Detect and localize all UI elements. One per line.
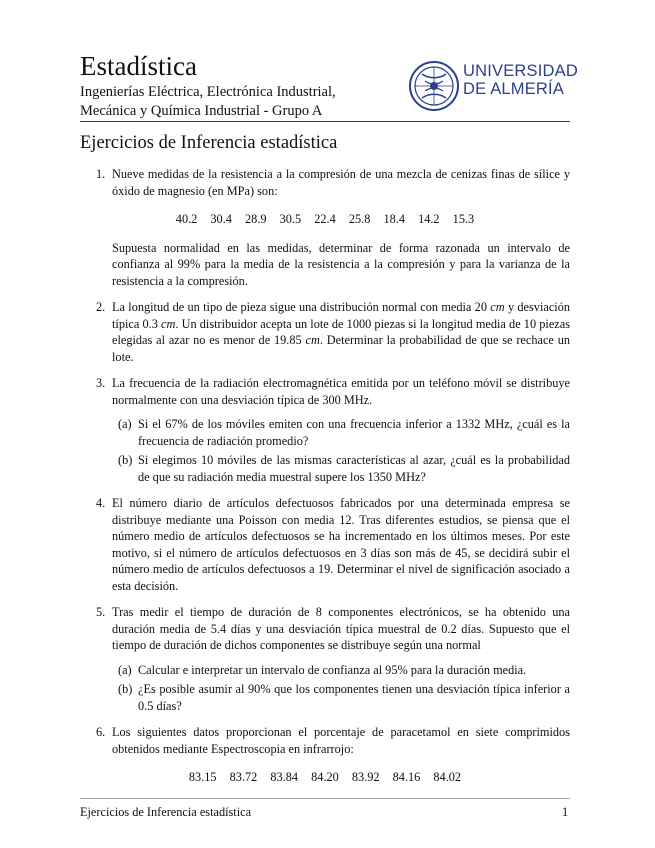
logo-line-1: UNIVERSIDAD [463, 62, 578, 80]
subtitle-line-1: Ingenierías Eléctrica, Electrónica Industrial, [80, 84, 336, 100]
data-value: 84.20 [311, 770, 339, 784]
exercise-number: 1. [96, 167, 106, 181]
data-value: 22.4 [314, 212, 336, 226]
university-logo [409, 61, 578, 111]
exercise-number: 2. [96, 300, 106, 314]
section-title: Ejercicios de Inferencia estadística [80, 133, 338, 153]
exercise-list [80, 166, 570, 798]
data-value: 40.2 [175, 212, 198, 226]
exercise-text: Tras medir el tiempo de duración de 8 componentes electrónicos, se ha obtenido una duración media de 5.4 días y una desviación típica muestral de 0.2 días. Supuesto que el tiempo de duración de dichos componentes se distribuye según una normal [112, 605, 570, 652]
header-divider [80, 121, 570, 122]
data-values [80, 211, 570, 228]
data-value: 25.8 [348, 212, 371, 226]
exercise-1 [80, 166, 570, 289]
footer-divider [80, 798, 570, 799]
sub-question-b [112, 452, 570, 485]
course-title: Estadística [80, 51, 197, 81]
exercise-6 [80, 724, 570, 786]
data-value: 28.9 [245, 212, 267, 226]
sub-text: Si elegimos 10 móviles de las mismas características al azar, ¿cuál es la probabilidad de que su radiación media muestral supere los 1350 MHz? [138, 453, 570, 484]
text-part: y desviación típica 0.3 [112, 300, 570, 331]
exercise-2 [80, 299, 570, 365]
text-part: . Determinar la probabilidad de que se rechace un lote. [112, 333, 570, 364]
text-part: . Un distribuidor acepta un lote de 1000 piezas si la longitud media de 10 piezas elegidas al azar no es menor de 19.85 [112, 316, 570, 347]
data-value: 83.15 [188, 770, 217, 784]
unit: cm [161, 316, 176, 331]
data-value: 83.84 [270, 770, 299, 784]
text-part: La longitud de un tipo de pieza sigue una distribución normal con media 20 [112, 300, 491, 314]
sub-text: Calcular e interpretar un intervalo de confianza al 95% para la duración media. [138, 662, 527, 677]
data-values [80, 769, 570, 786]
data-value: 18.4 [383, 212, 405, 226]
unit: cm [490, 300, 505, 314]
exercise-5 [80, 604, 570, 714]
exercise-text: Los siguientes datos proporcionan el porcentaje de paracetamol en siete comprimidos obtenidos mediante Espectroscopia en infrarrojo: [112, 725, 570, 756]
exercise-number: 6. [96, 725, 106, 739]
exercise-3 [80, 375, 570, 485]
subtitle-line-2: Mecánica y Química Industrial - Grupo A [80, 103, 323, 119]
data-value: 30.5 [279, 212, 302, 226]
exercise-4 [80, 495, 570, 594]
exercise-text: Nueve medidas de la resistencia a la compresión de una mezcla de cenizas finas de sílice y óxido de magnesio (en MPa) son: [112, 167, 570, 198]
exercise-number: 4. [96, 496, 106, 510]
sub-label: (a) [118, 662, 132, 677]
logo-line-2: DE ALMERÍA [463, 80, 565, 98]
data-value: 83.92 [351, 770, 380, 784]
sub-label: (b) [118, 682, 133, 696]
exercise-number: 3. [96, 376, 106, 390]
exercise-text [112, 299, 570, 365]
data-value: 30.4 [210, 212, 232, 226]
sub-label: (b) [118, 453, 133, 467]
page-number: 1 [562, 805, 569, 819]
university-name [463, 62, 578, 98]
sub-text: ¿Es posible asumir al 90% que los componentes tienen una desviación típica inferior a 0.5 días? [138, 682, 570, 713]
data-value: 15.3 [452, 212, 475, 226]
sub-label: (a) [118, 417, 132, 431]
sub-text: Si el 67% de los móviles emiten con una frecuencia inferior a 1332 MHz, ¿cuál es la frecuencia de radiación promedio? [138, 417, 570, 448]
data-value: 14.2 [418, 212, 440, 226]
data-value: 83.72 [229, 770, 258, 784]
exercise-text: La frecuencia de la radiación electromagnética emitida por un teléfono móvil se distribuye normalmente con una desviación típica de 300 MHz. [112, 376, 570, 407]
sub-question-a [112, 416, 570, 449]
sub-question-a [112, 662, 570, 679]
data-value: 84.16 [392, 770, 421, 784]
university-seal-icon [409, 61, 459, 111]
data-value: 84.02 [433, 770, 462, 784]
exercise-text-after: Supuesta normalidad en las medidas, determinar de forma razonada un intervalo de confianza al 99% para la media de la resistencia a la compresión y para la varianza de la resistencia a la compresión. [112, 240, 570, 288]
sub-question-b [112, 681, 570, 714]
course-subtitle [80, 83, 400, 121]
exercise-text: El número diario de artículos defectuosos fabricados por una determinada empresa se distribuye mediante una Poisson con media 12. Tras diferentes estudios, se piensa que el número medio de artículos defectuosos se ha incrementado en los últimos meses. Por este motivo, si el número de artículos defectuosos en 3 días son más de 45, se decidirá subir el número medio de artículos defectuosos a 19. Determinar el nivel de significación asociado a esta decisión. [112, 496, 570, 593]
footer-title: Ejercicios de Inferencia estadística [80, 805, 252, 819]
exercise-number: 5. [96, 605, 106, 619]
unit: cm [305, 333, 320, 347]
